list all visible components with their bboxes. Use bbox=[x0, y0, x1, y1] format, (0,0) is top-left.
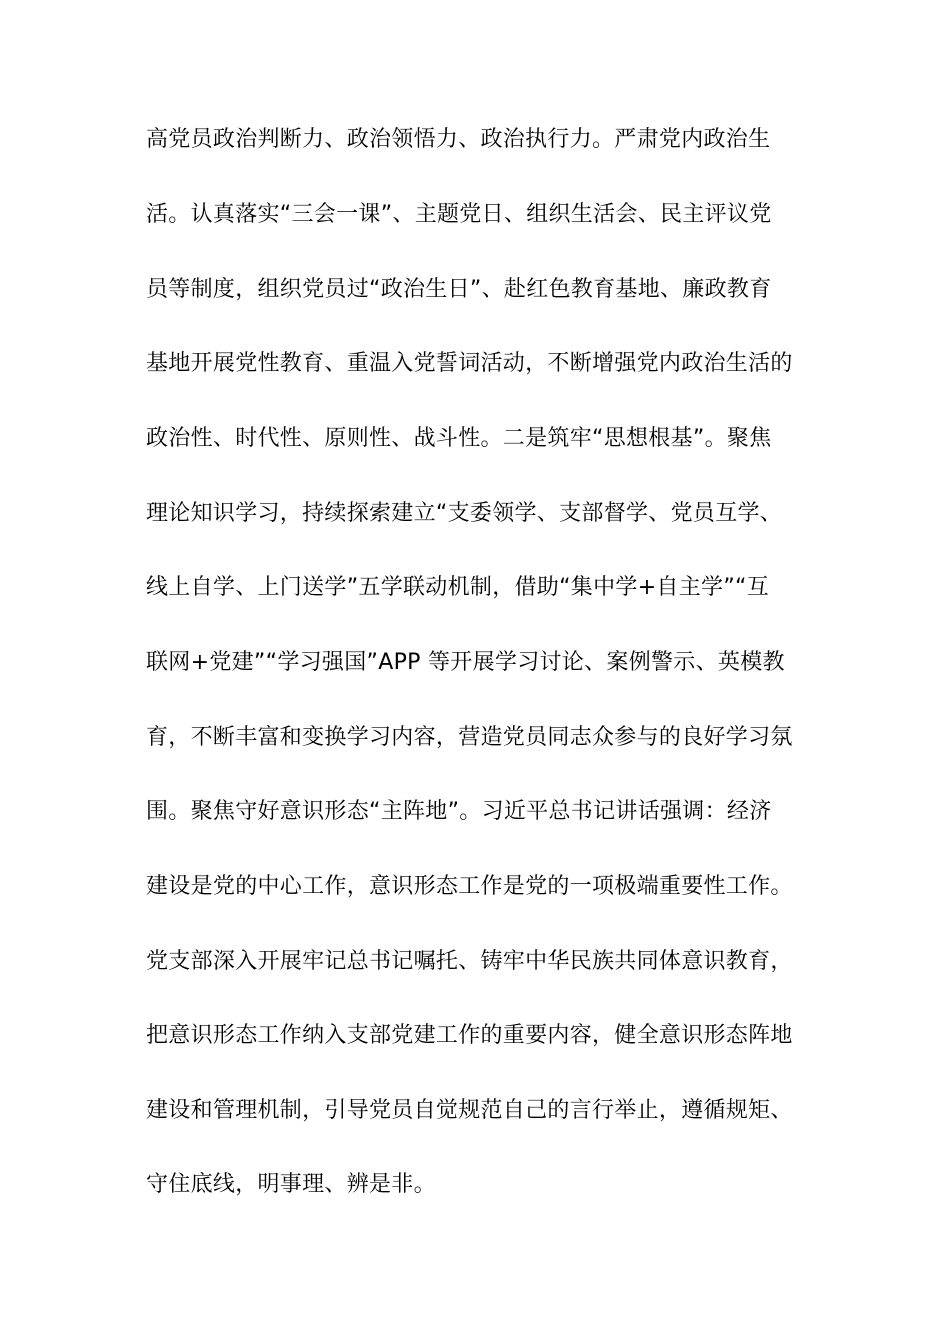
text-line: 建设和管理机制，引导党员自觉规范自己的言行举止，遵循规矩、 bbox=[146, 1098, 793, 1123]
text-line: 守住底线，明事理、辨是非。 bbox=[146, 1172, 436, 1197]
text-line: 建设是党的中心工作，意识形态工作是党的一项极端重要性工作。 bbox=[146, 874, 793, 899]
text-line: 育，不断丰富和变换学习内容，营造党员同志众参与的良好学习氛 bbox=[146, 725, 793, 750]
text-line: 活。认真落实“三会一课”、主题党日、组织生活会、民主评议党 bbox=[146, 202, 772, 227]
text-line: 员等制度，组织党员过“政治生日”、赴红色教育基地、廉政教育 bbox=[146, 277, 772, 302]
text-line: 理论知识学习，持续探索建立“支委领学、支部督学、党员互学、 bbox=[146, 501, 783, 526]
text-line: 线上自学、上门送学”五学联动机制，借助“集中学+自主学”“互 bbox=[146, 575, 770, 600]
text-line: 高党员政治判断力、政治领悟力、政治执行力。严肃党内政治生 bbox=[146, 127, 771, 152]
text-line: 政治性、时代性、原则性、战斗性。二是筑牢“思想根基”。聚焦 bbox=[146, 426, 772, 451]
text-line: 把意识形态工作纳入支部党建工作的重要内容，健全意识形态阵地 bbox=[146, 1023, 793, 1048]
text-line: 联网+党建”“学习强国”APP 等开展学习讨论、案例警示、英模教 bbox=[146, 650, 785, 675]
text-line: 党支部深入开展牢记总书记嘱托、铸牢中华民族共同体意识教育， bbox=[146, 949, 793, 974]
text-line: 基地开展党性教育、重温入党誓词活动，不断增强党内政治生活的 bbox=[146, 351, 793, 376]
text-line: 围。聚焦守好意识形态“主阵地”。习近平总书记讲话强调：经济 bbox=[146, 799, 772, 824]
